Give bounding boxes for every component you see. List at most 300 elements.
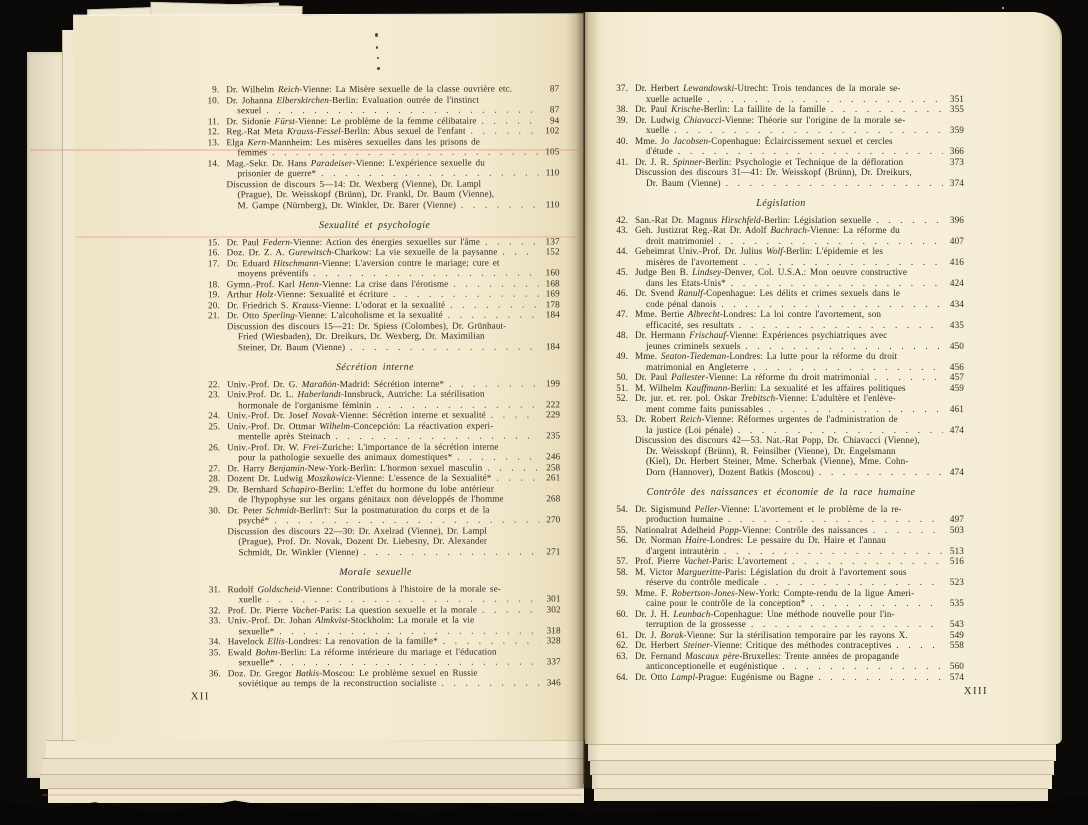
dot-leader [792, 556, 943, 567]
toc-entry-pagenum: 396 [949, 214, 964, 225]
toc-entry-pagenum: 574 [949, 671, 964, 682]
discussion-line [190, 546, 560, 557]
toc-entry-number: 16. [207, 247, 220, 258]
toc-entry-pagenum: 474 [949, 424, 964, 435]
toc-entry-line [598, 609, 964, 620]
toc-entry-number: 47. [616, 309, 628, 319]
toc-entry-number: 13. [207, 136, 220, 147]
discussion-line [190, 199, 560, 210]
toc-entry-text: Dr. Ludwig Chiavacci-Vienne: Théorie sur l'origine de la morale se- [635, 114, 906, 125]
dot-leader [743, 257, 943, 268]
toc-entry-text: Dr. Fernand Mascaux père-Bruxelles: Trente années de propagande [635, 650, 899, 661]
discussion-line [598, 167, 964, 178]
page-edge-stack [594, 788, 1048, 801]
toc-entry-number: 43. [616, 225, 628, 235]
dot-leader [350, 341, 539, 352]
toc-entry-text: Steiner, Dr. Baum (Vienne) [237, 341, 346, 352]
dot-leader [873, 525, 943, 536]
dot-leader [875, 372, 944, 383]
dust-speck [1002, 7, 1004, 9]
dot-leader [457, 451, 539, 462]
toc-entry-number: 26. [208, 441, 221, 452]
dot-leader [764, 577, 943, 588]
toc-entry-number: 46. [616, 288, 628, 298]
toc-entry-text: Dr. Paul Krische-Berlin: La faillite de la famille [635, 104, 826, 114]
discussion-line [598, 446, 964, 457]
toc-entry-text: efficacité, ses resultats [646, 319, 735, 330]
toc-entry-text: Mme. Jo Jacobsen-Copenhague: Éclaircissement sexuel et cercles [635, 135, 893, 146]
toc-entry-pagenum: 110 [545, 167, 560, 178]
toc-entry-pagenum: 543 [949, 619, 964, 629]
toc-column-right [598, 83, 964, 682]
dot-leader [279, 625, 539, 636]
toc-entry-text: prisonier de guerre* [237, 168, 317, 179]
toc-entry-number: 56. [616, 535, 628, 545]
toc-entry-text: Dr. Paul Pallester-Vienne: La réforme du droit matrimonial [635, 372, 870, 382]
folio-numeral-left: XII [190, 691, 210, 703]
toc-entry-text: caine pour le contrôle de la conception* [646, 598, 806, 608]
toc-entry-pagenum: 184 [545, 309, 560, 320]
toc-entry-line [598, 330, 964, 341]
dot-leader [724, 546, 943, 557]
dot-leader [442, 677, 540, 688]
toc-entry-line [598, 546, 964, 557]
toc-entry-line [598, 640, 964, 651]
toc-entry-text: la justice (Loi pénale) [646, 424, 733, 435]
toc-entry-number: 42. [616, 214, 628, 225]
toc-entry-number: 10. [207, 94, 220, 105]
toc-entry-text: Rudolf Goldscheid-Vienne: Contributions à l'histoire de la morale se- [227, 583, 501, 594]
toc-entry-text: M. Wilhelm Kauffmann-Berlin: La sexualité et les affaires politiques [635, 382, 906, 393]
toc-entry-number: 35. [208, 646, 221, 657]
toc-entry-text: M. Gampe (Nürnberg), Dr. Winkler, Dr. Barer (Vienne) [237, 199, 457, 210]
toc-entry-pagenum: 474 [949, 466, 964, 477]
toc-entry-text: Dozent Dr. Ludwig Moszkowicz-Vienne: L'essence de la Sexualité* [227, 472, 492, 484]
toc-entry-number: 57. [616, 556, 628, 566]
dot-leader [279, 656, 539, 667]
toc-entry-pagenum: 503 [949, 524, 964, 535]
toc-entry-text: Dr. Sidonie Fürst-Vienne: Le problème de la femme célibataire [226, 115, 477, 126]
toc-entry-text: Dr. jur. et. rer. pol. Oskar Trebitsch-Vienne: L'adultère et l'enlève- [635, 393, 896, 403]
toc-entry-pagenum: 168 [545, 277, 560, 288]
toc-entry-text: sexuelle* [238, 657, 275, 668]
toc-entry-number: 54. [616, 503, 628, 514]
dot-leader [313, 267, 538, 278]
dot-leader [364, 546, 540, 557]
toc-entry-text: San.-Rat Dr. Magnus Hirschfeld-Berlin: Législation sexuelle [635, 214, 872, 225]
toc-entry-pagenum: 407 [949, 235, 964, 246]
toc-entry-number: 33. [208, 615, 221, 626]
toc-entry-pagenum: 87 [549, 104, 560, 115]
toc-entry-line [598, 567, 964, 578]
dot-leader [448, 309, 539, 320]
toc-entry-line [598, 630, 964, 641]
toc-entry-number: 18. [207, 278, 220, 289]
toc-entry-pagenum: 549 [949, 629, 964, 640]
dot-leader [376, 399, 539, 410]
toc-entry-text: de l'hypophyse sur les organs génitaux non développés de l'homme [238, 493, 504, 505]
toc-entry-pagenum: 535 [949, 598, 964, 608]
toc-entry-pagenum: 102 [545, 125, 560, 136]
toc-entry-text: Prof. Dr. Pierre Vachet-Paris: La question sexuelle et la morale [227, 604, 478, 615]
scan-artifact-line [42, 794, 582, 796]
toc-entry-pagenum: 169 [545, 288, 560, 299]
discussion-line [598, 178, 964, 189]
toc-entry-pagenum: 110 [545, 198, 560, 209]
section-heading: Sécrétion interne [336, 361, 414, 373]
toc-entry-number: 24. [208, 410, 221, 421]
toc-entry-text: Univ.-Prof. Dr. W. Frei-Zuriche: L'importance de la sécrétion interne [227, 441, 499, 452]
toc-entry-text: femmes [237, 147, 268, 158]
page-edge-stack [588, 744, 1056, 761]
toc-entry-line [598, 157, 964, 168]
page-edge-stack [592, 774, 1052, 789]
toc-entry-number: 12. [207, 126, 220, 137]
toc-entry-line [598, 257, 964, 268]
toc-entry-line [598, 236, 964, 247]
toc-entry-pagenum: 359 [949, 125, 964, 135]
toc-entry-pagenum: 261 [546, 472, 561, 483]
page-edge-stack [590, 760, 1054, 775]
toc-entry-number: 50. [616, 372, 628, 382]
toc-entry-text: matrimonial en Angleterre [646, 361, 749, 372]
toc-entry-text: production humaine [646, 514, 723, 524]
toc-entry-line [190, 246, 560, 257]
toc-entry-line [598, 246, 964, 257]
discussion-line [190, 341, 560, 352]
toc-entry-text: Dr. Otto Sperling-Vienne: L'alcoholisme et la sexualité [226, 309, 443, 321]
toc-entry-text: Dr. Weisskopf (Brünn), R. Feinsilber (Vienne), Dr. Engelsmann [646, 445, 896, 456]
toc-entry-number: 17. [207, 257, 220, 268]
toc-entry-number: 20. [207, 299, 220, 310]
toc-entry-line [191, 677, 561, 688]
toc-entry-text: Dr. Sigismund Peller-Vienne: L'avortement et le problème de la re- [635, 503, 902, 514]
toc-entry-line [598, 577, 964, 588]
toc-entry-text: Dr. J. Borak-Vienne: Sur la stérilisation temporaire par les rayons X. [635, 629, 908, 640]
dot-leader [335, 430, 539, 441]
toc-entry-text: psyché* [238, 515, 270, 526]
toc-entry-number: 14. [207, 157, 220, 168]
toc-entry-text: Havelock Ellis-Londres: La renovation de la famille* [227, 635, 438, 647]
toc-entry-line [190, 514, 560, 525]
toc-entry-pagenum: 302 [546, 603, 561, 614]
toc-entry-line [598, 267, 964, 278]
toc-entry-pagenum: 456 [949, 361, 964, 372]
toc-entry-line [191, 604, 561, 615]
toc-entry-text: Arthur Holz-Vienne: Sexualité et écriture [226, 288, 389, 300]
toc-entry-number: 63. [616, 650, 628, 661]
dot-leader [728, 514, 943, 525]
dot-leader [738, 425, 943, 436]
dot-leader [674, 125, 943, 136]
toc-entry-text: Mme. Seaton-Tiedeman-Londres: La lutte pour la réforme du droit [635, 351, 898, 361]
dot-leader [266, 104, 538, 115]
toc-entry-pagenum: 516 [949, 556, 964, 566]
toc-entry-text: Dr. J. H. Leunbach-Copenhague: Une méthode nouvelle pour l'in- [635, 608, 895, 619]
toc-entry-line [598, 309, 964, 320]
dust-speck [248, 5, 251, 7]
dot-leader [753, 362, 943, 373]
toc-entry-pagenum: 270 [546, 514, 561, 525]
toc-entry-pagenum: 137 [545, 235, 560, 246]
toc-entry-number: 60. [616, 608, 628, 619]
toc-entry-line [598, 393, 964, 404]
toc-entry-text: Dr. Otto Lampl-Prague: Eugénisme ou Bagne [635, 671, 814, 682]
toc-entry-text: Fried (Wiesbaden), Dr. Dreikurs, Dr. Wexberg, Dr. Maximilian [237, 330, 485, 342]
toc-entry-pagenum: 558 [949, 640, 964, 650]
toc-entry-number: 62. [616, 640, 628, 650]
dot-leader [502, 246, 538, 257]
toc-entry-text: Dr. Harry Benjamin-New-York-Berlin: L'hormon sexuel masculin [227, 462, 483, 473]
toc-entry-pagenum: 373 [949, 156, 964, 167]
toc-entry-text: réserve du contrôle medicale [646, 577, 759, 587]
toc-entry-text: Elga Kern-Mannheim: Les misères sexuelles dans les prisons de [226, 136, 480, 147]
toc-entry-text: Discussion de discours 5—14: Dr. Wexberg (Vienne), Dr. Lampl [226, 178, 482, 189]
toc-entry-line [598, 383, 964, 394]
toc-entry-pagenum: 424 [949, 277, 964, 288]
toc-entry-text: Schmidt, Dr. Winkler (Vienne) [238, 546, 359, 557]
toc-entry-number: 59. [616, 587, 628, 598]
toc-entry-text: Dr. Bernhard Schapiro-Berlin: L'effet du hormone du lobe antérieur [227, 483, 495, 494]
dot-leader [810, 598, 943, 609]
toc-entry-text: code pénal danois [646, 298, 717, 309]
toc-entry-line [598, 146, 964, 157]
section-heading: Sexualité et psychologie [318, 219, 431, 232]
toc-entry-line [598, 341, 964, 352]
toc-entry-pagenum: 434 [949, 298, 964, 309]
toc-entry-number: 45. [616, 267, 628, 277]
toc-entry-text: Dr. Herbert Lewandowski-Utrecht: Trois tendances de la morale se- [635, 83, 901, 93]
toc-entry-number: 48. [616, 330, 628, 340]
toc-entry-number: 58. [616, 566, 628, 577]
discussion-line [598, 456, 964, 467]
folio-numeral-right: XIII [963, 686, 988, 697]
toc-entry-pagenum: 160 [545, 267, 560, 278]
toc-entry-pagenum: 301 [546, 593, 561, 604]
toc-entry-text: soviétique au temps de la reconstruction socialiste [238, 677, 437, 689]
toc-entry-text: Judge Ben B. Lindsey-Denver, Col. U.S.A.: Mon oeuvre constructive [635, 267, 908, 277]
toc-entry-text: Discussion des discours 42—53. Nat.-Rat Popp, Dr. Chiavacci (Vienne), [635, 435, 920, 445]
toc-entry-text: dans les Etats-Unis* [646, 277, 726, 288]
toc-entry-text: Dr. Baum (Vienne) [646, 177, 721, 188]
toc-entry-text: Dr. Hermann Frischauf-Vienne: Expériences psychiatriques avec [635, 330, 888, 340]
toc-entry-line [598, 125, 964, 136]
toc-entry-line [598, 83, 964, 94]
toc-entry-line [598, 136, 964, 147]
toc-entry-text: Nationalrat Adelheid Popp-Vienne: Contrôle des naissances [635, 524, 868, 535]
toc-entry-pagenum: 461 [949, 403, 964, 414]
toc-entry-text: M. Victor Margueritte-Paris: Législation du droit à l'avortement sous [635, 566, 907, 577]
toc-entry-number: 27. [208, 462, 221, 473]
toc-entry-text: Reg.-Rat Meta Krauss-Fessel-Berlin: Abus sexuel de l'enfant [226, 125, 466, 137]
dot-leader [831, 104, 943, 115]
toc-entry-text: Dr. Wilhelm Reich-Vienne: La Misère sexuelle de la classe ouvrière etc. [226, 83, 513, 95]
toc-entry-pagenum: 235 [546, 430, 561, 441]
toc-entry-text: Gymn.-Prof. Karl Henn-Vienne: La crise dans l'érotisme [226, 278, 449, 289]
toc-entry-number: 37. [616, 83, 628, 93]
toc-entry-pagenum: 105 [545, 146, 560, 157]
toc-entry-text: misères de l'avortement [646, 256, 738, 267]
toc-entry-pagenum: 513 [949, 545, 964, 556]
toc-entry-number: 55. [616, 524, 628, 535]
toc-entry-line [598, 414, 964, 425]
toc-entry-pagenum: 268 [546, 493, 561, 504]
toc-entry-number: 11. [207, 115, 220, 126]
toc-entry-line [598, 225, 964, 236]
toc-entry-text: d'argent intrautèrin [646, 545, 720, 556]
toc-entry-pagenum: 222 [545, 398, 561, 409]
toc-entry-pagenum: 497 [949, 514, 964, 524]
page-edge-stack [46, 740, 584, 759]
toc-entry-text: Dr. Norman Haire-Londres: Le pessaire du Dr. Haire et l'annau [635, 535, 886, 545]
toc-entry-line [598, 372, 964, 383]
toc-entry-pagenum: 351 [949, 93, 964, 104]
toc-entry-text: Geheimrat Univ.-Prof. Dr. Julius Wolf-Berlin: L'épidemie et les [635, 246, 884, 256]
toc-entry-text: (Kiel), Dr. Herbert Steiner, Mme. Scherbak (Vienne), Mme. Cohn- [646, 456, 909, 466]
toc-entry-pagenum: 152 [545, 246, 560, 257]
toc-entry-text: Univ.Prof. Dr. L. Haberlandt-Innsbruck, Autriche: La stérilisation [227, 388, 485, 400]
toc-entry-text: Discussion des discours 31—41: Dr. Weisskopf (Brünn), Dr. Dreikurs, [635, 167, 912, 177]
toc-entry-pagenum: 271 [546, 545, 561, 556]
page-edge-stack [40, 774, 584, 789]
toc-entry-number: 52. [616, 393, 628, 403]
section-heading: Contrôle des naissances et économie de la race humaine [646, 487, 916, 498]
toc-column-left [189, 83, 561, 688]
ink-speck [375, 33, 378, 37]
toc-entry-pagenum: 184 [545, 340, 560, 351]
toc-entry-text: (Prague), Prof. Dr. Novak, Dozent Dr. Liebesny, Dr. Alexander [238, 535, 488, 547]
dot-leader [726, 178, 943, 189]
toc-entry-pagenum: 435 [949, 319, 964, 330]
toc-entry-text: mentelle après Steinach [238, 430, 331, 442]
toc-entry-line [191, 635, 561, 646]
toc-entry-pagenum: 229 [545, 409, 561, 420]
dot-leader [471, 125, 539, 136]
dot-leader [443, 635, 540, 646]
toc-entry-pagenum: 246 [546, 451, 561, 462]
toc-entry-line [598, 661, 964, 672]
dot-leader [876, 215, 943, 226]
dot-leader [267, 593, 540, 604]
toc-entry-text: hormonale de l'organisme féminin [238, 399, 372, 410]
toc-entry-text: Discussion des discours 22—30: Dr. Axelrad (Vienne), Dr. Lampl [227, 525, 487, 536]
dot-leader [461, 199, 539, 210]
toc-entry-pagenum: 355 [949, 104, 964, 114]
toc-entry-pagenum: 416 [949, 256, 964, 267]
toc-entry-text: Ewald Bohm-Berlin: La réforme intérieure du mariage et l'éducation [227, 646, 497, 657]
toc-entry-text: Prof. Pierre Vachet-Paris: L'avortement [635, 556, 788, 566]
toc-entry-pagenum: 459 [949, 382, 964, 393]
toc-entry-line [191, 656, 561, 667]
toc-entry-text: pour la pathologie sexuelle des animaux domestiques* [238, 451, 453, 463]
toc-entry-number: 19. [207, 289, 220, 300]
toc-entry-pagenum: 199 [545, 377, 561, 388]
toc-entry-text: Mag.-Sekr. Dr. Hans Paradeiser-Vienne: L'expérience sexuelle du [226, 157, 485, 168]
discussion-line [190, 320, 560, 331]
toc-entry-text: Univ.-Prof. Dr. G. Marañón-Madrid: Sécrétion interne* [227, 378, 445, 389]
scan-artifact-line [30, 149, 582, 151]
toc-entry-pagenum: 450 [949, 340, 964, 351]
dot-leader [321, 167, 538, 178]
toc-entry-text: droit matrimoniel [646, 235, 714, 246]
toc-entry-text: Dr. Peter Schmidt-Berlin†: Sur la postmaturation du corps et de la [227, 504, 490, 515]
toc-entry-number: 29. [208, 483, 221, 494]
toc-entry-number: 23. [208, 389, 221, 400]
dot-leader [491, 409, 539, 420]
toc-entry-line [598, 525, 964, 536]
toc-entry-pagenum: 328 [546, 635, 561, 646]
toc-entry-text: jeunes criminels sexuels [646, 340, 741, 351]
toc-entry-number: 28. [208, 473, 221, 484]
toc-entry-pagenum: 178 [545, 298, 560, 309]
toc-entry-text: Dr. Friedrich S. Krauss-Vienne: L'odorat et la sexualité [226, 299, 446, 310]
toc-entry-number: 39. [616, 114, 628, 125]
dot-leader [731, 278, 943, 289]
toc-entry-line [598, 299, 964, 310]
toc-entry-text: Mme. Bertie Albrecht-Londres: La loi contre l'avortement, son [635, 309, 882, 319]
toc-entry-line [598, 362, 964, 373]
dot-leader [453, 278, 538, 289]
toc-entry-text: (Prague), Dr. Weisskopf (Brünn), Dr. Frankl, Dr. Baum (Vienne), [237, 188, 495, 200]
toc-entry-line [598, 672, 964, 683]
toc-entry-pagenum: 366 [949, 146, 964, 156]
toc-entry-line [190, 430, 560, 441]
toc-entry-text: Univ.-Prof. Dr. Ottmar Wilhelm-Concepción: La réactivation experi- [227, 420, 494, 431]
toc-entry-number: 41. [616, 156, 628, 167]
toc-entry-number: 64. [616, 671, 628, 682]
toc-entry-pagenum: 258 [546, 461, 561, 472]
toc-entry-number: 36. [208, 667, 221, 678]
toc-entry-text: sexuelle* [238, 625, 275, 636]
dot-leader [496, 472, 539, 483]
dot-leader [739, 320, 943, 331]
toc-entry-number: 53. [616, 414, 628, 424]
dot-leader [751, 619, 943, 630]
toc-entry-text: terruption de la grossesse [646, 619, 746, 629]
dot-leader [450, 299, 539, 310]
toc-entry-line [598, 215, 964, 226]
toc-entry-line [190, 472, 560, 483]
toc-entry-line [598, 651, 964, 662]
dot-leader [678, 146, 943, 157]
toc-entry-line [189, 125, 559, 136]
toc-entry-line [598, 598, 964, 609]
toc-entry-pagenum: 523 [949, 577, 964, 587]
toc-entry-pagenum: 87 [549, 83, 560, 94]
toc-entry-number: 44. [616, 246, 628, 256]
toc-entry-text: Mme. F. Robertson-Jones-New-York: Compte-rendu de la ligue Ameri- [635, 587, 915, 598]
dot-leader [746, 341, 944, 352]
toc-entry-number: 61. [616, 629, 628, 640]
toc-entry-text: Dr. Robert Reich-Vienne: Réformes urgentes de l'administration de [635, 414, 898, 424]
toc-entry-line [189, 167, 559, 178]
toc-entry-line [598, 288, 964, 299]
dot-leader [819, 467, 943, 478]
toc-entry-number: 38. [616, 104, 628, 114]
toc-entry-number: 22. [208, 378, 221, 389]
dot-leader [449, 378, 539, 389]
scan-artifact-line [76, 236, 582, 238]
toc-entry-line [598, 104, 964, 115]
toc-entry-text: xuelle [238, 594, 262, 605]
toc-entry-text: xuelle [646, 125, 670, 135]
toc-entry-pagenum: 94 [549, 114, 560, 125]
right-page [585, 12, 1062, 744]
dot-leader [768, 404, 943, 415]
dot-leader [721, 299, 943, 310]
toc-entry-text: Univ.-Prof. Dr. Josef Novak-Vienne: Sécrétion interne et sexualité [227, 409, 486, 421]
toc-entry-pagenum: 457 [949, 372, 964, 382]
